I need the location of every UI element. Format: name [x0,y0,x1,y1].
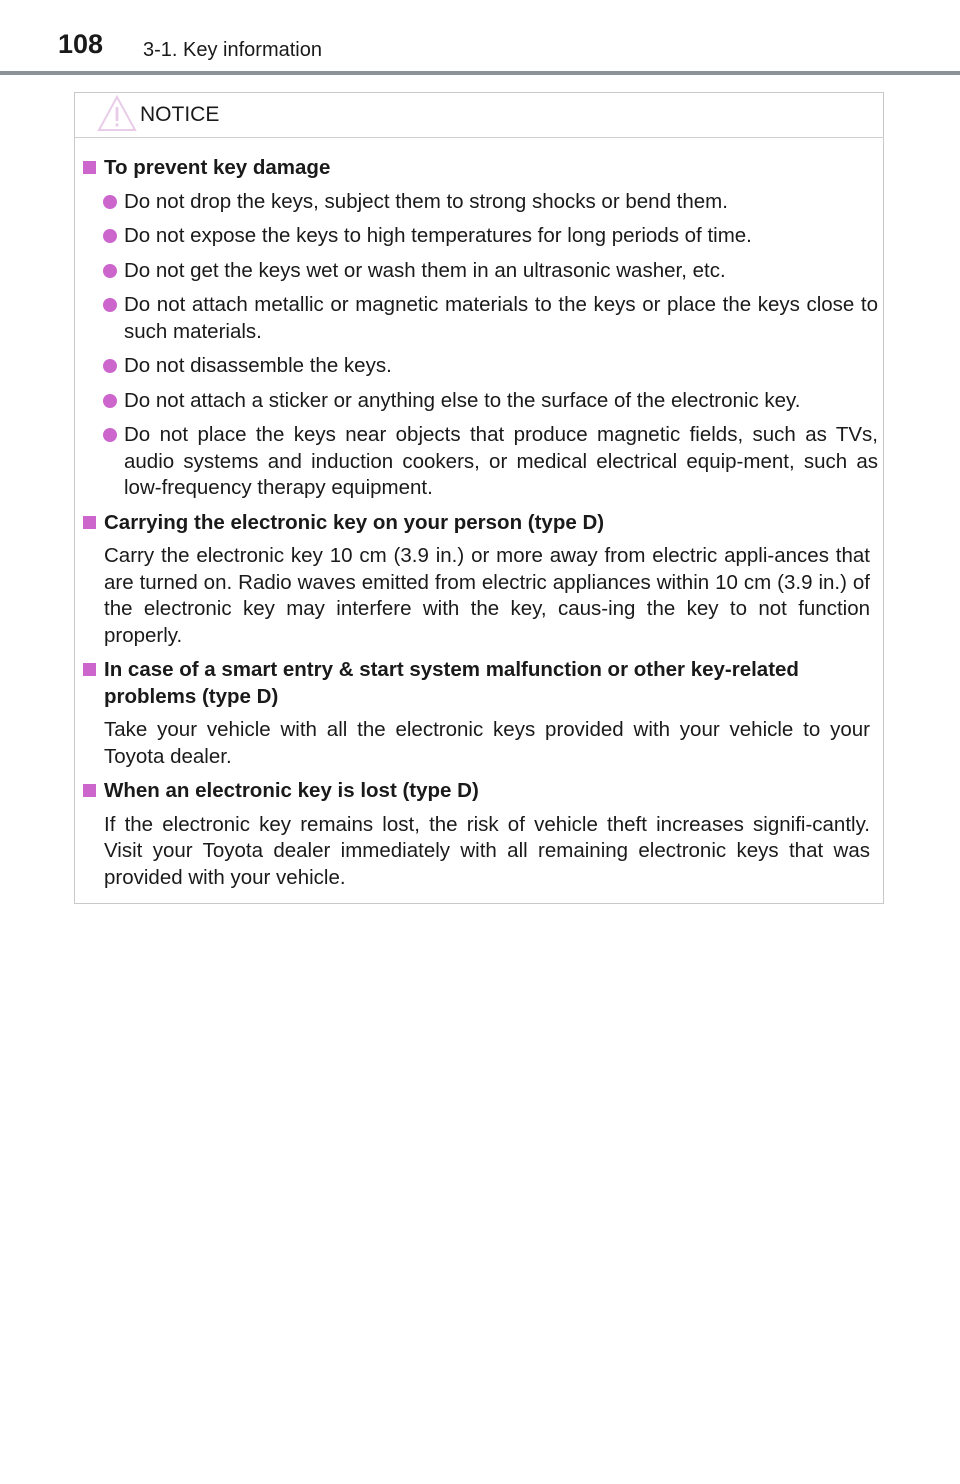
section-heading [83,657,878,710]
section-title: 3-1. Key information [143,39,322,61]
list-item-text: Do not expose the keys to high temperatures for long periods of time. [124,224,752,247]
round-bullet-icon [103,298,117,312]
round-bullet-icon [103,229,117,243]
round-bullet-icon [103,428,117,442]
round-bullet-icon [103,264,117,278]
section-heading [83,778,878,805]
list-item-text: Do not attach a sticker or anything else to the surface of the electronic key. [124,388,801,412]
warning-triangle-icon [97,95,137,133]
list-item [83,422,878,502]
square-bullet-icon [83,516,96,529]
section-paragraph: Carry the electronic key 10 cm (3.9 in.) or more away from electric appli-ances that are turned on. Radio waves emitted from electric appliances within 10 cm (3.9 in.) of the electronic key may interfere with the key, caus-ing the key to not function properly. [104,544,870,647]
notice-box [74,92,884,904]
section-paragraph: If the electronic key remains lost, the risk of vehicle theft increases signifi-cantly. Visit your Toyota dealer immediately with all remaining electronic keys that was provided with your vehicle. [104,812,870,889]
list-item [83,189,878,216]
list-item-text: Do not place the keys near objects that produce magnetic fields, such as TVs, audio systems and induction cookers, or medical electrical equip-ment, such as low-frequency therapy equipment. [124,423,878,499]
list-item-text: Do not attach metallic or magnetic materials to the keys or place the keys close to such materials. [124,293,878,343]
round-bullet-icon [103,394,117,408]
section-heading-text: In case of a smart entry & start system malfunction or other key-related problems (type D) [104,658,799,708]
list-item-text: Do not get the keys wet or wash them in an ultrasonic washer, etc. [124,258,726,282]
section-heading-text: When an electronic key is lost (type D) [104,779,479,802]
square-bullet-icon [83,161,96,174]
notice-header [75,93,883,138]
square-bullet-icon [83,663,96,676]
page-header [0,0,960,76]
notice-content [83,155,878,899]
page-number: 108 [58,29,104,59]
list-item [83,223,878,250]
section-paragraph: Take your vehicle with all the electronic keys provided with your vehicle to your Toyota dealer. [104,718,870,768]
section-heading-text: To prevent key damage [104,156,331,179]
section-heading [83,510,878,537]
square-bullet-icon [83,784,96,797]
round-bullet-icon [103,359,117,373]
section-heading [83,155,878,182]
list-item-text: Do not drop the keys, subject them to strong shocks or bend them. [124,189,728,213]
list-item [83,353,878,380]
list-item-text: Do not disassemble the keys. [124,354,392,377]
section-heading-text: Carrying the electronic key on your person (type D) [104,510,605,534]
header-divider [0,71,960,75]
notice-title: NOTICE [140,103,220,126]
list-item [83,388,878,415]
round-bullet-icon [103,195,117,209]
list-item [83,292,878,345]
list-item [83,258,878,285]
